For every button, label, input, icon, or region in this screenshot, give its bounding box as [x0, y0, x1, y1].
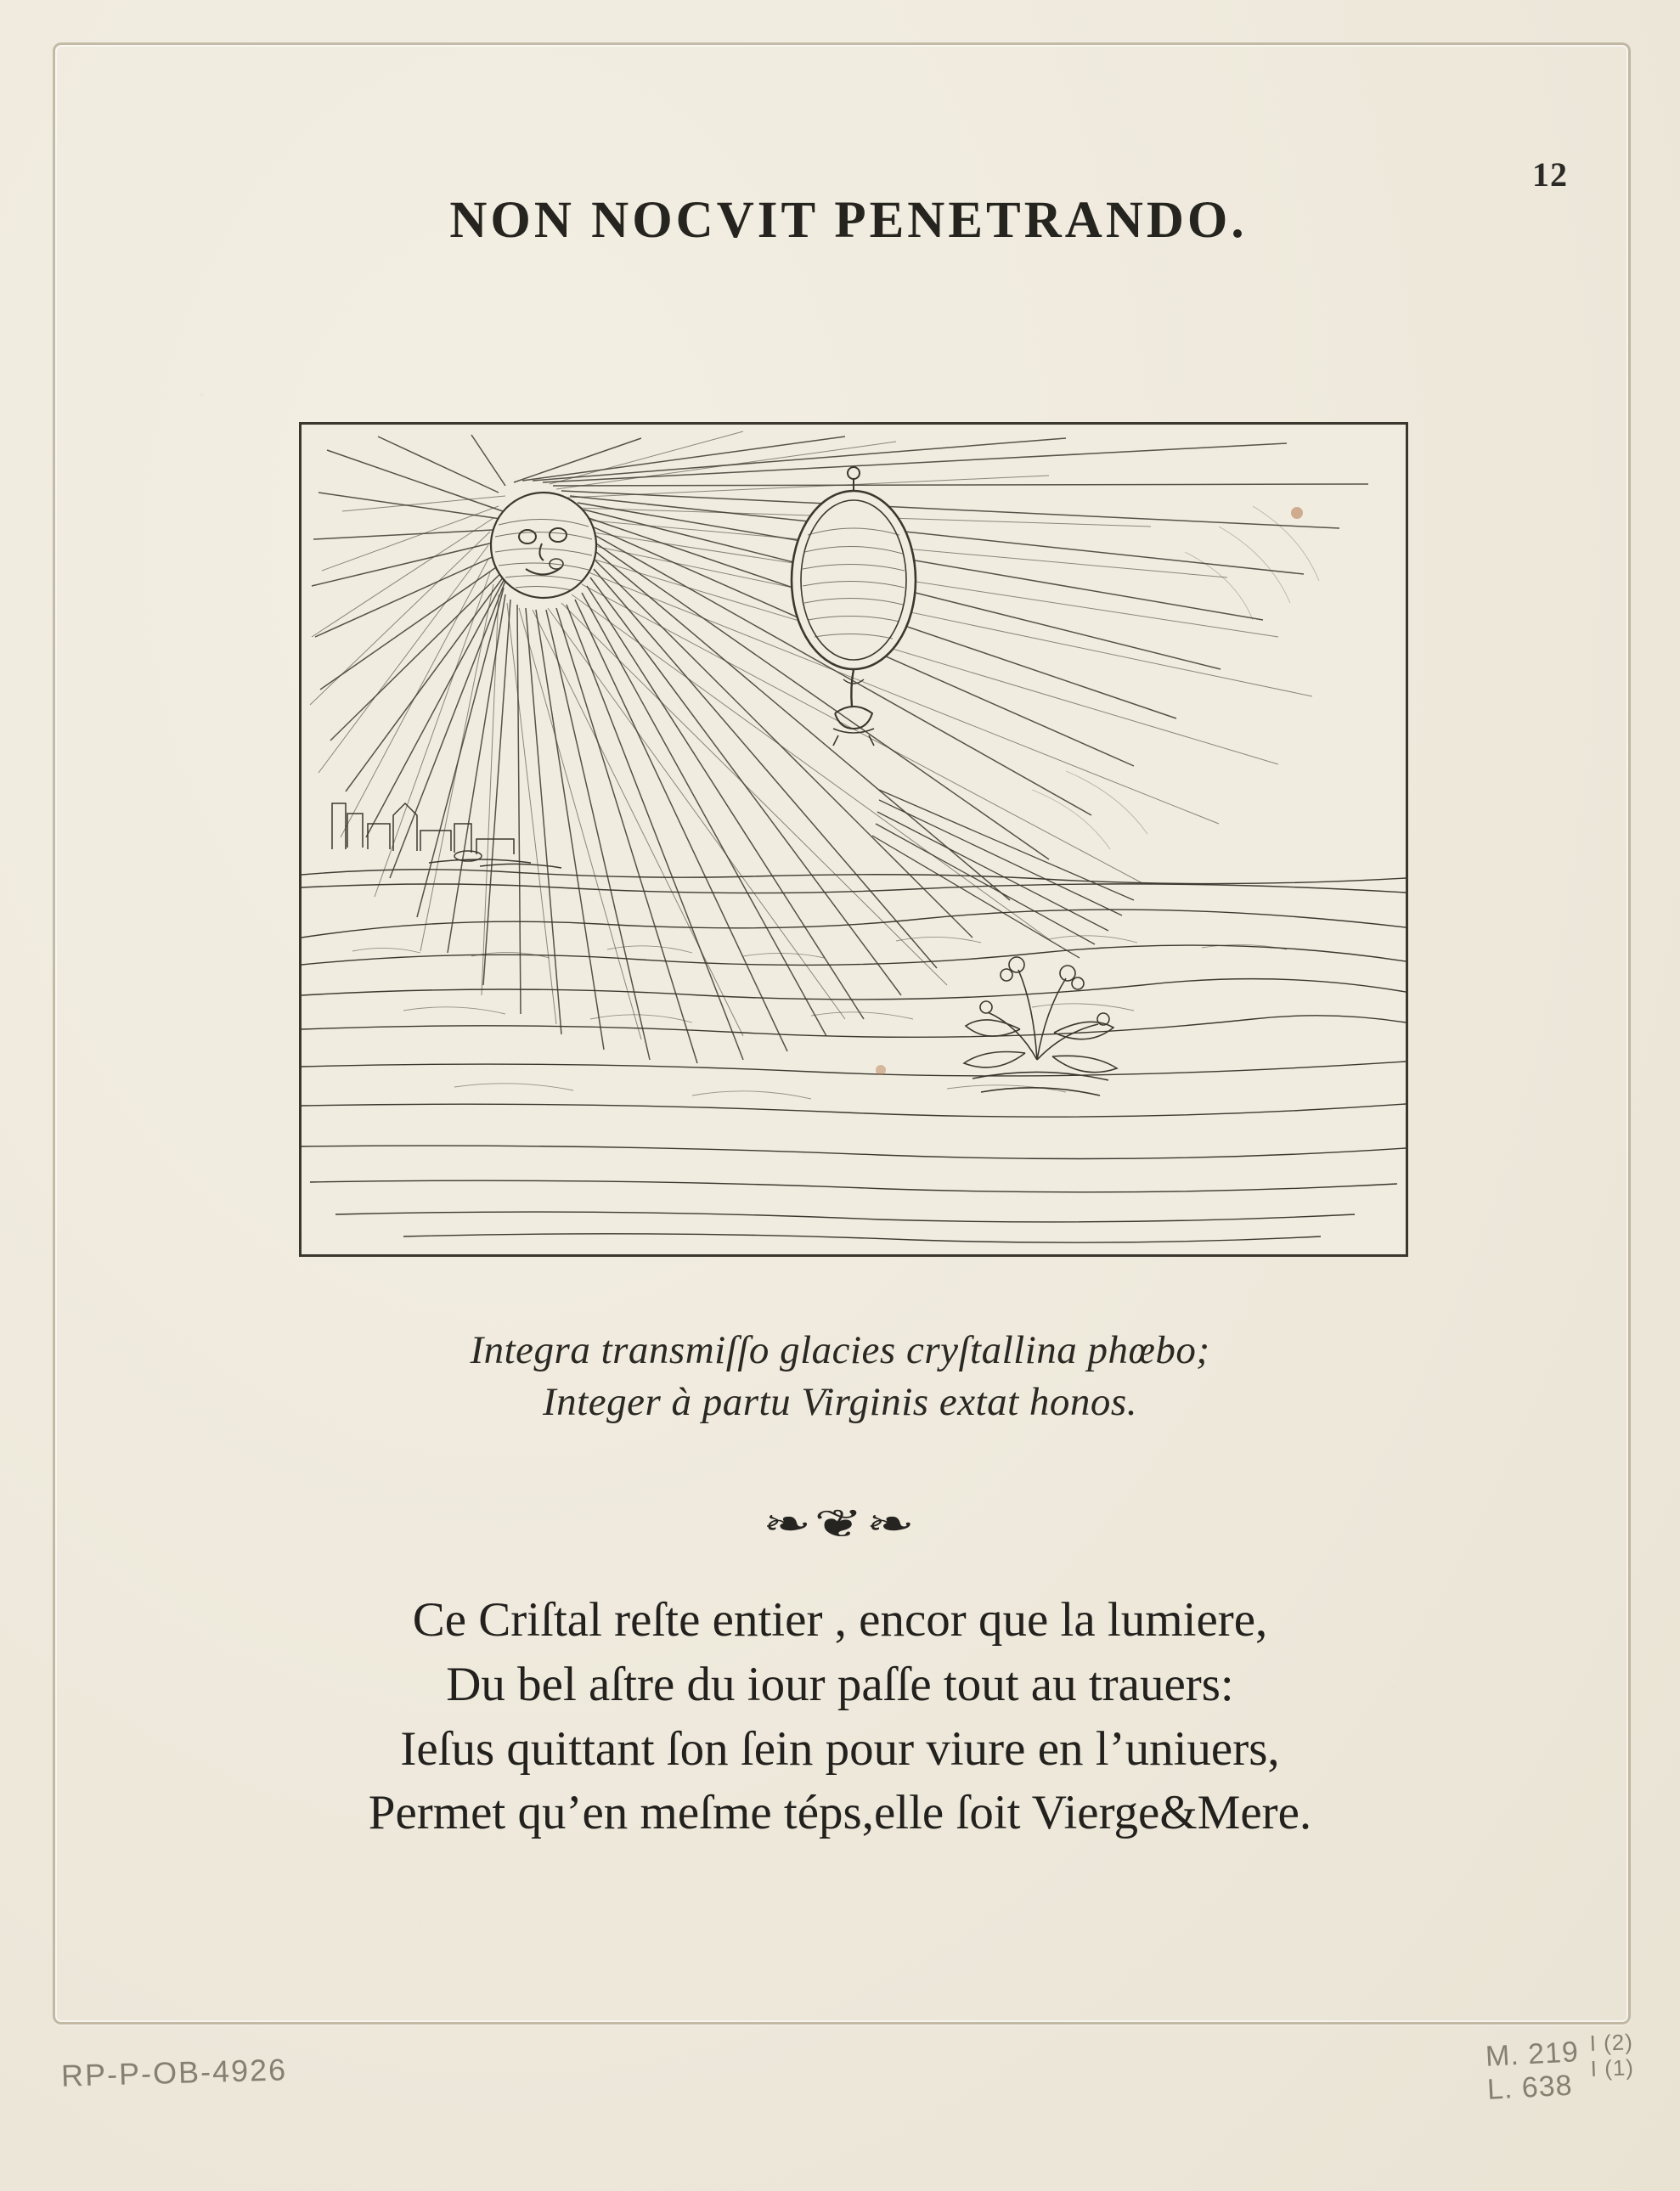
page-title: NON NOCVIT PENETRANDO. — [449, 192, 1248, 249]
french-verse-line-3: Ieſus quittant ſon ſein pour viure en l’uniuers, — [400, 1721, 1280, 1776]
french-verse — [0, 1588, 1680, 1845]
engraving-illustration — [299, 422, 1408, 1257]
inventory-number-right — [1485, 2029, 1635, 2107]
latin-verse — [0, 1325, 1680, 1428]
inventory-right-sub-1: I (2) — [1588, 2029, 1634, 2057]
foxing-spot-2 — [876, 1065, 886, 1075]
foxing-spot — [1291, 507, 1303, 519]
plate-number: 12 — [1532, 155, 1568, 194]
engraving-svg — [302, 425, 1406, 1254]
french-verse-line-1: Ce Criſtal reſte entier , encor que la lumiere, — [412, 1593, 1268, 1647]
inventory-number-left: RP-P-OB-4926 — [60, 2052, 288, 2093]
latin-verse-line-2: Integer à partu Virginis extat honos. — [543, 1380, 1137, 1425]
inventory-right-sub — [1589, 2030, 1634, 2082]
sun-with-face — [491, 493, 596, 598]
french-verse-line-2: Du bel aſtre du iour paſſe tout au trauers: — [446, 1657, 1234, 1711]
inventory-right-line-2: L. 638 — [1486, 2069, 1574, 2106]
inventory-right-line-1: M. 219 — [1485, 2036, 1580, 2073]
french-verse-line-4: Permet qu’en meſme téps,elle ſoit Vierge&Mere. — [368, 1786, 1312, 1840]
latin-verse-line-1: Integra transmiſſo glacies cryſtallina phœbo; — [470, 1328, 1210, 1372]
inventory-right-sub-2: I (1) — [1589, 2054, 1635, 2081]
fleuron-glyph: ❧❦❧ — [762, 1502, 918, 1546]
fleuron-ornament — [0, 1502, 1680, 1546]
